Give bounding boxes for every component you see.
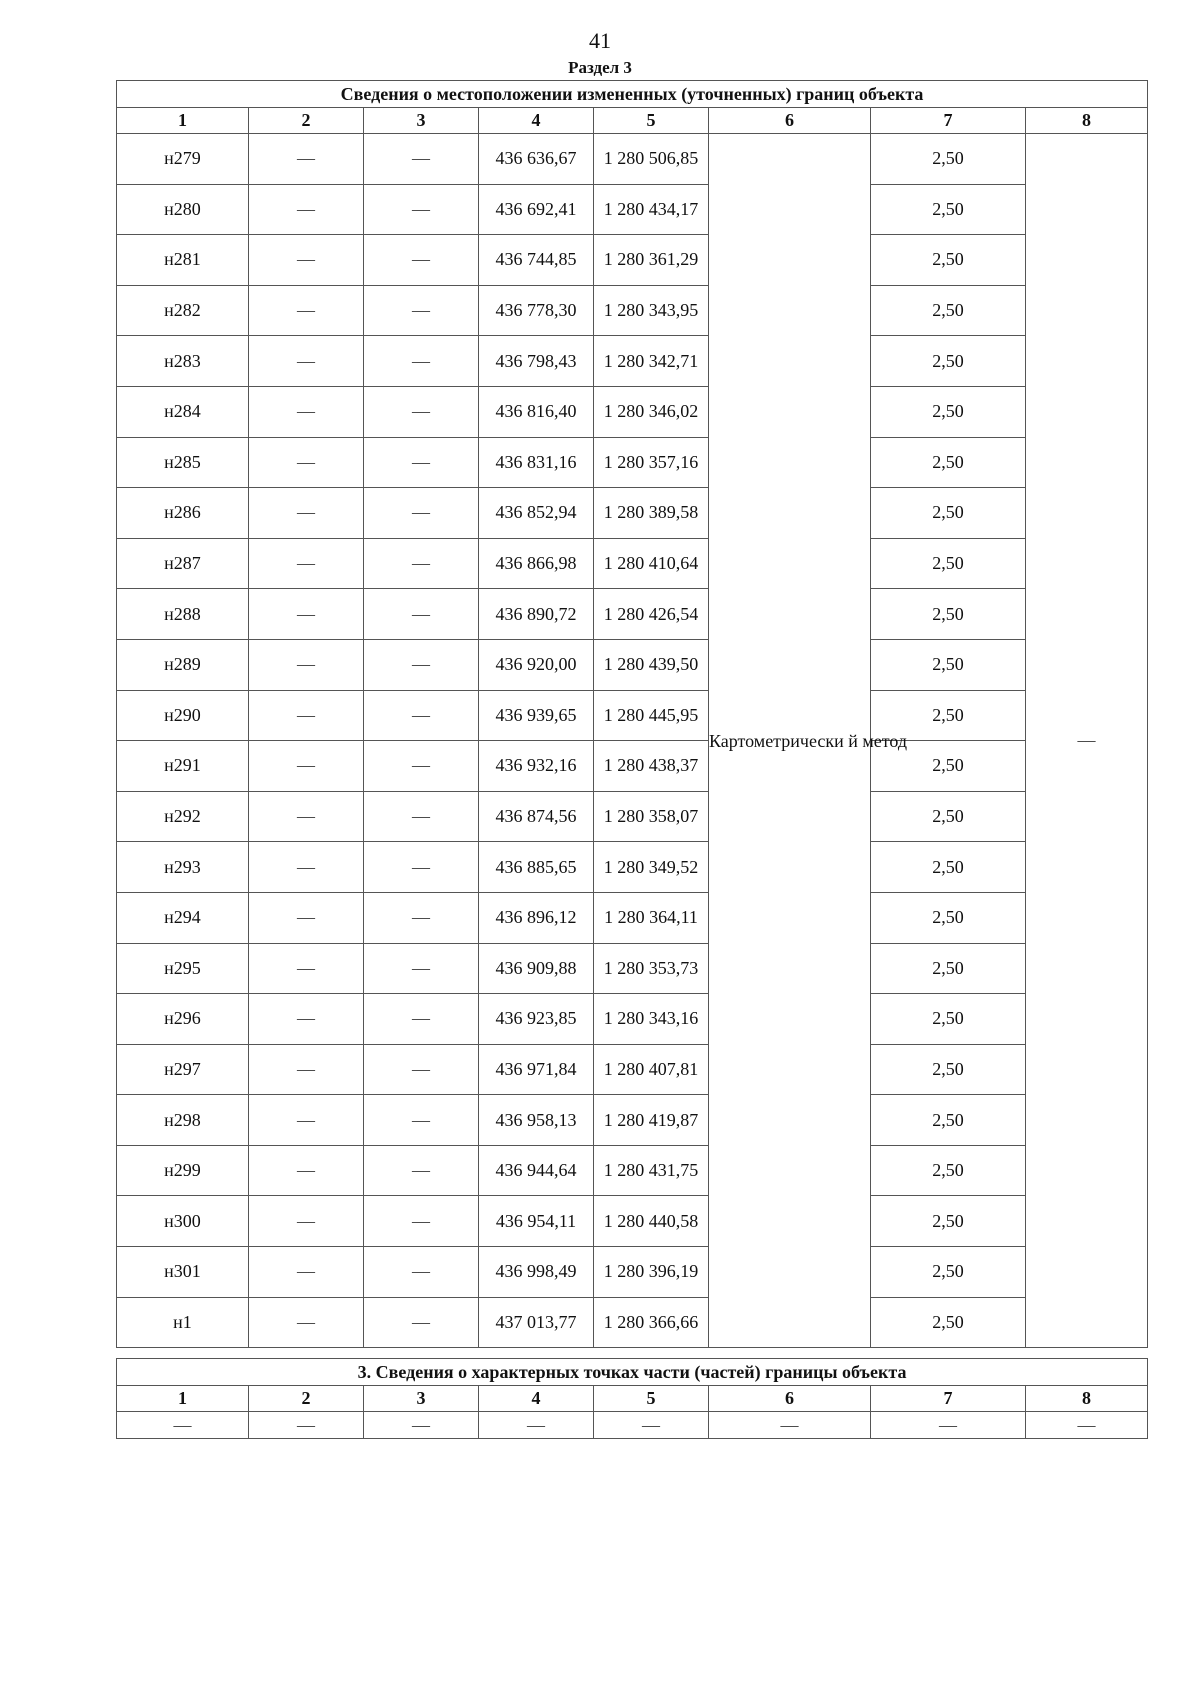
y-coordinate: 1 280 353,73 [594, 943, 709, 994]
table-row [117, 437, 1148, 488]
x-coordinate: 436 944,64 [479, 1145, 594, 1196]
column-number-6: 6 [709, 1386, 871, 1412]
col3-value: — [364, 235, 479, 286]
precision-value: 2,50 [871, 134, 1026, 185]
x-coordinate: 436 923,85 [479, 994, 594, 1045]
column-number-5: 5 [594, 1386, 709, 1412]
y-coordinate: 1 280 445,95 [594, 690, 709, 741]
table-row [117, 589, 1148, 640]
col2-value: — [249, 386, 364, 437]
precision-value: 2,50 [871, 437, 1026, 488]
point-name: н292 [117, 791, 249, 842]
column-number-4: 4 [479, 1386, 594, 1412]
precision-value: 2,50 [871, 943, 1026, 994]
col3-value: — [364, 386, 479, 437]
precision-value: 2,50 [871, 690, 1026, 741]
col2-value: — [249, 488, 364, 539]
empty-cell: — [364, 1412, 479, 1439]
point-name: н297 [117, 1044, 249, 1095]
table-row [117, 994, 1148, 1045]
x-coordinate: 437 013,77 [479, 1297, 594, 1348]
precision-value: 2,50 [871, 1196, 1026, 1247]
point-name: н298 [117, 1095, 249, 1146]
precision-value: 2,50 [871, 791, 1026, 842]
boundary-coordinates-table [116, 80, 1148, 1348]
column-number-3: 3 [364, 108, 479, 134]
col3-value: — [364, 842, 479, 893]
col2-value: — [249, 437, 364, 488]
precision-value: 2,50 [871, 488, 1026, 539]
precision-value: 2,50 [871, 842, 1026, 893]
col3-value: — [364, 791, 479, 842]
x-coordinate: 436 885,65 [479, 842, 594, 893]
col3-value: — [364, 437, 479, 488]
column-number-6: 6 [709, 108, 871, 134]
point-name: н285 [117, 437, 249, 488]
col2-value: — [249, 184, 364, 235]
y-coordinate: 1 280 438,37 [594, 741, 709, 792]
precision-value: 2,50 [871, 892, 1026, 943]
table-row [117, 1044, 1148, 1095]
empty-cell: — [871, 1412, 1026, 1439]
col8-value: — [1026, 134, 1148, 1348]
point-name: н280 [117, 184, 249, 235]
x-coordinate: 436 816,40 [479, 386, 594, 437]
table-row [117, 386, 1148, 437]
x-coordinate: 436 798,43 [479, 336, 594, 387]
precision-value: 2,50 [871, 994, 1026, 1045]
y-coordinate: 1 280 358,07 [594, 791, 709, 842]
precision-value: 2,50 [871, 1247, 1026, 1298]
table-row [117, 336, 1148, 387]
empty-cell: — [479, 1412, 594, 1439]
point-name: н1 [117, 1297, 249, 1348]
point-name: н286 [117, 488, 249, 539]
precision-value: 2,50 [871, 1044, 1026, 1095]
col2-value: — [249, 994, 364, 1045]
table-row [117, 892, 1148, 943]
x-coordinate: 436 896,12 [479, 892, 594, 943]
precision-value: 2,50 [871, 1297, 1026, 1348]
precision-value: 2,50 [871, 336, 1026, 387]
x-coordinate: 436 778,30 [479, 285, 594, 336]
column-number-2: 2 [249, 1386, 364, 1412]
table-row [117, 1196, 1148, 1247]
y-coordinate: 1 280 357,16 [594, 437, 709, 488]
col3-value: — [364, 134, 479, 185]
x-coordinate: 436 909,88 [479, 943, 594, 994]
col2-value: — [249, 791, 364, 842]
point-name: н284 [117, 386, 249, 437]
x-coordinate: 436 890,72 [479, 589, 594, 640]
x-coordinate: 436 636,67 [479, 134, 594, 185]
col2-value: — [249, 1044, 364, 1095]
table-row [117, 842, 1148, 893]
col2-value: — [249, 741, 364, 792]
col3-value: — [364, 184, 479, 235]
col2-value: — [249, 943, 364, 994]
point-name: н289 [117, 639, 249, 690]
column-number-8: 8 [1026, 1386, 1148, 1412]
y-coordinate: 1 280 396,19 [594, 1247, 709, 1298]
column-number-7: 7 [871, 108, 1026, 134]
y-coordinate: 1 280 410,64 [594, 538, 709, 589]
table-row [117, 791, 1148, 842]
y-coordinate: 1 280 366,66 [594, 1297, 709, 1348]
col2-value: — [249, 1196, 364, 1247]
y-coordinate: 1 280 389,58 [594, 488, 709, 539]
col2-value: — [249, 690, 364, 741]
col3-value: — [364, 1145, 479, 1196]
col3-value: — [364, 1095, 479, 1146]
x-coordinate: 436 932,16 [479, 741, 594, 792]
y-coordinate: 1 280 361,29 [594, 235, 709, 286]
method-cell: Картометрически й метод [709, 134, 871, 1348]
col2-value: — [249, 1095, 364, 1146]
y-coordinate: 1 280 343,95 [594, 285, 709, 336]
point-name: н288 [117, 589, 249, 640]
empty-cell: — [117, 1412, 249, 1439]
y-coordinate: 1 280 407,81 [594, 1044, 709, 1095]
x-coordinate: 436 998,49 [479, 1247, 594, 1298]
col2-value: — [249, 285, 364, 336]
parts-table-title: 3. Сведения о характерных точках части (частей) границы объекта [117, 1359, 1148, 1386]
page-number: 41 [589, 28, 611, 53]
empty-cell: — [594, 1412, 709, 1439]
point-name: н282 [117, 285, 249, 336]
x-coordinate: 436 866,98 [479, 538, 594, 589]
col3-value: — [364, 690, 479, 741]
point-name: н295 [117, 943, 249, 994]
table-row [117, 639, 1148, 690]
col3-value: — [364, 639, 479, 690]
col2-value: — [249, 134, 364, 185]
precision-value: 2,50 [871, 538, 1026, 589]
col3-value: — [364, 285, 479, 336]
point-name: н301 [117, 1247, 249, 1298]
y-coordinate: 1 280 506,85 [594, 134, 709, 185]
precision-value: 2,50 [871, 741, 1026, 792]
x-coordinate: 436 874,56 [479, 791, 594, 842]
x-coordinate: 436 954,11 [479, 1196, 594, 1247]
point-name: н287 [117, 538, 249, 589]
point-name: н283 [117, 336, 249, 387]
y-coordinate: 1 280 419,87 [594, 1095, 709, 1146]
y-coordinate: 1 280 343,16 [594, 994, 709, 1045]
x-coordinate: 436 958,13 [479, 1095, 594, 1146]
table-row [117, 134, 1148, 185]
column-number-4: 4 [479, 108, 594, 134]
col2-value: — [249, 1145, 364, 1196]
x-coordinate: 436 852,94 [479, 488, 594, 539]
x-coordinate: 436 920,00 [479, 639, 594, 690]
table-row [117, 285, 1148, 336]
point-name: н299 [117, 1145, 249, 1196]
column-number-8: 8 [1026, 108, 1148, 134]
empty-cell: — [709, 1412, 871, 1439]
section-label: Раздел 3 [568, 58, 632, 77]
col3-value: — [364, 538, 479, 589]
x-coordinate: 436 971,84 [479, 1044, 594, 1095]
col3-value: — [364, 589, 479, 640]
column-number-3: 3 [364, 1386, 479, 1412]
point-name: н281 [117, 235, 249, 286]
col3-value: — [364, 741, 479, 792]
col2-value: — [249, 1247, 364, 1298]
table-row [117, 1297, 1148, 1348]
column-number-1: 1 [117, 1386, 249, 1412]
col3-value: — [364, 488, 479, 539]
table-title: Сведения о местоположении измененных (уточненных) границ объекта [117, 81, 1148, 108]
y-coordinate: 1 280 439,50 [594, 639, 709, 690]
column-number-2: 2 [249, 108, 364, 134]
col2-value: — [249, 639, 364, 690]
x-coordinate: 436 939,65 [479, 690, 594, 741]
precision-value: 2,50 [871, 184, 1026, 235]
col3-value: — [364, 1196, 479, 1247]
col2-value: — [249, 235, 364, 286]
point-name: н290 [117, 690, 249, 741]
empty-cell: — [1026, 1412, 1148, 1439]
point-name: н279 [117, 134, 249, 185]
col2-value: — [249, 1297, 364, 1348]
table-row [117, 741, 1148, 792]
point-name: н296 [117, 994, 249, 1045]
table-row [117, 943, 1148, 994]
y-coordinate: 1 280 364,11 [594, 892, 709, 943]
precision-value: 2,50 [871, 235, 1026, 286]
col2-value: — [249, 589, 364, 640]
point-name: н294 [117, 892, 249, 943]
table-row [117, 1145, 1148, 1196]
col3-value: — [364, 1297, 479, 1348]
point-name: н293 [117, 842, 249, 893]
table-row [117, 235, 1148, 286]
parts-empty-row [117, 1412, 1148, 1439]
table-row [117, 184, 1148, 235]
parts-column-number-row [117, 1386, 1148, 1412]
y-coordinate: 1 280 342,71 [594, 336, 709, 387]
column-number-1: 1 [117, 108, 249, 134]
y-coordinate: 1 280 349,52 [594, 842, 709, 893]
col2-value: — [249, 336, 364, 387]
col2-value: — [249, 842, 364, 893]
precision-value: 2,50 [871, 639, 1026, 690]
x-coordinate: 436 744,85 [479, 235, 594, 286]
empty-cell: — [249, 1412, 364, 1439]
col3-value: — [364, 994, 479, 1045]
table-row [117, 538, 1148, 589]
table-row [117, 690, 1148, 741]
y-coordinate: 1 280 440,58 [594, 1196, 709, 1247]
point-name: н291 [117, 741, 249, 792]
x-coordinate: 436 692,41 [479, 184, 594, 235]
precision-value: 2,50 [871, 589, 1026, 640]
y-coordinate: 1 280 434,17 [594, 184, 709, 235]
precision-value: 2,50 [871, 1145, 1026, 1196]
precision-value: 2,50 [871, 285, 1026, 336]
column-number-5: 5 [594, 108, 709, 134]
y-coordinate: 1 280 426,54 [594, 589, 709, 640]
y-coordinate: 1 280 346,02 [594, 386, 709, 437]
y-coordinate: 1 280 431,75 [594, 1145, 709, 1196]
col3-value: — [364, 336, 479, 387]
col3-value: — [364, 1247, 479, 1298]
precision-value: 2,50 [871, 1095, 1026, 1146]
column-number-7: 7 [871, 1386, 1026, 1412]
table-row [117, 488, 1148, 539]
point-name: н300 [117, 1196, 249, 1247]
col3-value: — [364, 1044, 479, 1095]
col2-value: — [249, 892, 364, 943]
column-number-row [117, 108, 1148, 134]
col3-value: — [364, 943, 479, 994]
col2-value: — [249, 538, 364, 589]
parts-points-table [116, 1358, 1148, 1439]
table-row [117, 1095, 1148, 1146]
x-coordinate: 436 831,16 [479, 437, 594, 488]
table-row [117, 1247, 1148, 1298]
precision-value: 2,50 [871, 386, 1026, 437]
col3-value: — [364, 892, 479, 943]
